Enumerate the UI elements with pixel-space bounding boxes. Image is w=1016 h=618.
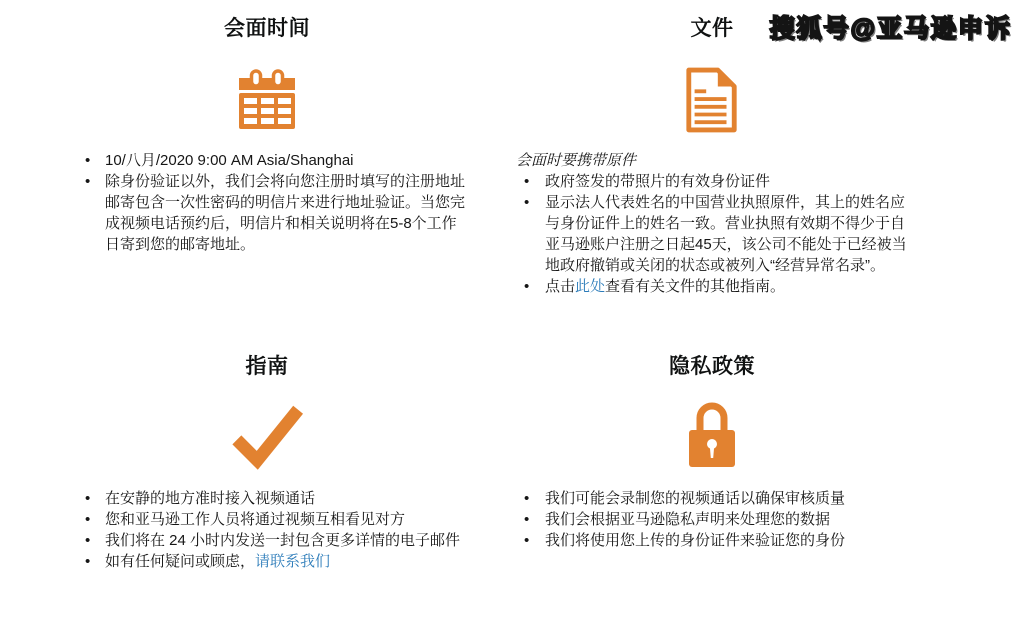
- list-item: [545, 488, 908, 509]
- section-title-privacy-policy: 隐私政策: [669, 355, 755, 378]
- section-meeting-time: [0, 0, 508, 340]
- text-segment: 我们可能会录制您的视频通话以确保审核质量: [545, 490, 846, 507]
- text-segment: 显示法人代表姓名的中国营业执照原件，其上的姓名应与身份证件上的姓名一致。营业执照有效期不得少于自亚马逊账户注册之日起45天，该公司不能处于已经被当地政府撤销或关闭的状态或被列入“经营异常名录”。: [545, 194, 907, 274]
- section-privacy-policy: [508, 340, 1016, 618]
- text-link[interactable]: 请联系我们: [255, 553, 331, 570]
- text-segment: 我们将使用您上传的身份证件来验证您的身份: [545, 532, 846, 549]
- sohu-watermark: 搜狐号@亚马逊申诉: [769, 15, 1012, 43]
- text-segment: 10/八月/2020 9:00 AM Asia/Shanghai: [105, 152, 354, 169]
- list-item: [545, 509, 908, 530]
- calendar-icon: [64, 58, 470, 142]
- list-item: [105, 171, 470, 255]
- documents-note: 会面时要携带原件: [516, 152, 637, 169]
- list-item: [105, 488, 470, 509]
- text-segment: 点击: [545, 278, 576, 295]
- text-segment: 我们将在 24 小时内发送一封包含更多详情的电子邮件: [105, 532, 461, 549]
- list-item: [545, 192, 908, 276]
- list-item: [105, 530, 470, 551]
- document-icon: [516, 58, 908, 142]
- section-guidelines: [0, 340, 508, 618]
- lock-icon: [516, 394, 908, 478]
- guidelines-list: [64, 488, 470, 572]
- text-segment: 如有任何疑问或顾虑，: [105, 553, 256, 570]
- list-item: [545, 276, 908, 297]
- privacy-policy-list: [516, 488, 908, 551]
- section-title-documents: 文件: [690, 17, 734, 40]
- list-item: [105, 150, 470, 171]
- list-item: [545, 530, 908, 551]
- section-title-meeting-time: 会面时间: [224, 17, 310, 40]
- text-segment: 在安静的地方准时接入视频通话: [105, 490, 316, 507]
- section-documents: [508, 0, 1016, 340]
- text-link[interactable]: 此处: [575, 278, 606, 295]
- text-segment: 您和亚马逊工作人员将通过视频互相看见对方: [105, 511, 406, 528]
- text-segment: 查看有关文件的其他指南。: [605, 278, 786, 295]
- list-item: [105, 509, 470, 530]
- meeting-time-list: [64, 150, 470, 255]
- check-icon: [64, 394, 470, 478]
- text-segment: 政府签发的带照片的有效身份证件: [545, 173, 771, 190]
- list-item: [105, 551, 470, 572]
- text-segment: 除身份验证以外，我们会将向您注册时填写的注册地址邮寄包含一次性密码的明信片来进行地址验证。当您完成视频电话预约后，明信片和相关说明将在5-8个工作日寄到您的邮寄地址。: [105, 173, 466, 253]
- documents-list: [516, 171, 908, 297]
- section-title-guidelines: 指南: [245, 355, 289, 378]
- text-segment: 我们会根据亚马逊隐私声明来处理您的数据: [545, 511, 831, 528]
- list-item: [545, 171, 908, 192]
